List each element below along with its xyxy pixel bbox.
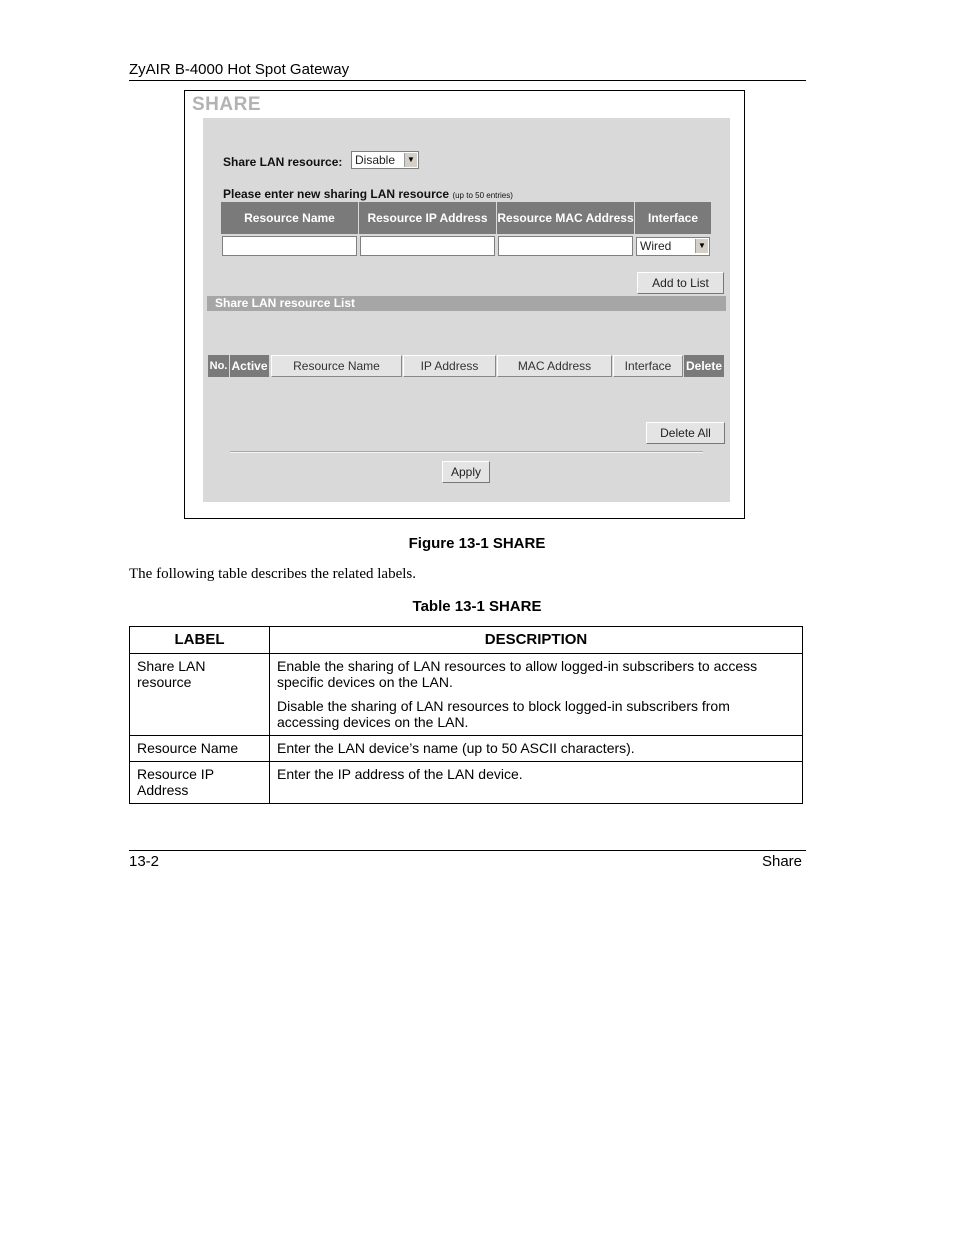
- apply-button[interactable]: Apply: [442, 461, 490, 483]
- table-row: [130, 654, 803, 736]
- description-paragraph: Enable the sharing of LAN resources to allow logged-in subscribers to access specific devices on the LAN.: [277, 658, 758, 690]
- share-lan-resource-label: Share LAN resource:: [223, 155, 343, 169]
- row-description: [270, 762, 803, 804]
- screen-title: SHARE: [192, 94, 262, 115]
- add-to-list-button[interactable]: Add to List: [637, 272, 724, 294]
- table-header-description: DESCRIPTION: [270, 627, 803, 654]
- table-header-label: LABEL: [130, 627, 270, 654]
- resource-ip-input[interactable]: [360, 236, 495, 256]
- chapter-name: Share: [761, 853, 802, 870]
- header-resource-mac: Resource MAC Address: [497, 202, 634, 234]
- page-number: 13-2: [129, 853, 160, 870]
- chevron-down-icon: ▼: [404, 153, 417, 167]
- row-label: Resource IP Address: [130, 762, 270, 804]
- chevron-down-icon: ▼: [695, 239, 708, 253]
- list-header-ip-address[interactable]: IP Address: [403, 355, 496, 377]
- table-header-row: [130, 627, 803, 654]
- interface-value: Wired: [640, 239, 672, 253]
- list-header-delete: Delete: [684, 355, 724, 377]
- description-table: [129, 626, 803, 804]
- list-header-active: Active: [230, 355, 269, 377]
- list-header-no: No.: [208, 355, 229, 377]
- description-paragraph: Enter the IP address of the LAN device.: [277, 766, 523, 782]
- enter-resource-label: [223, 187, 513, 201]
- share-lan-resource-value: Disable: [355, 153, 396, 167]
- figure-caption: Figure 13-1 SHARE: [408, 535, 546, 552]
- header-interface: Interface: [635, 202, 711, 234]
- list-header-interface[interactable]: Interface: [613, 355, 683, 377]
- entries-limit-note: (up to 50 entries): [452, 191, 513, 200]
- footer-rule: [129, 850, 806, 851]
- table-caption: Table 13-1 SHARE: [412, 598, 542, 615]
- resource-name-input[interactable]: [222, 236, 357, 256]
- description-paragraph: Disable the sharing of LAN resources to block logged-in subscribers from accessing devices on the LAN.: [277, 698, 730, 730]
- table-row: [130, 736, 803, 762]
- resource-mac-input[interactable]: [498, 236, 633, 256]
- interface-select[interactable]: [636, 237, 710, 256]
- enter-resource-text: Please enter new sharing LAN resource: [223, 187, 450, 201]
- description-paragraph: Enter the LAN device’s name (up to 50 ASCII characters).: [277, 740, 635, 756]
- separator-line: [230, 451, 703, 453]
- row-label: Share LAN resource: [130, 654, 270, 736]
- intro-paragraph: The following table describes the related labels.: [129, 566, 416, 582]
- row-description: [270, 654, 803, 736]
- delete-all-button[interactable]: Delete All: [646, 422, 725, 444]
- header-rule: [129, 80, 806, 81]
- list-header-resource-name[interactable]: Resource Name: [271, 355, 402, 377]
- row-description: [270, 736, 803, 762]
- header-resource-name: Resource Name: [221, 202, 358, 234]
- document-header: ZyAIR B-4000 Hot Spot Gateway: [129, 61, 350, 78]
- share-lan-resource-select[interactable]: [351, 151, 419, 169]
- header-resource-ip: Resource IP Address: [359, 202, 496, 234]
- table-row: [130, 762, 803, 804]
- row-label: Resource Name: [130, 736, 270, 762]
- list-header-mac-address[interactable]: MAC Address: [497, 355, 612, 377]
- share-lan-resource-list-bar: Share LAN resource List: [207, 296, 726, 311]
